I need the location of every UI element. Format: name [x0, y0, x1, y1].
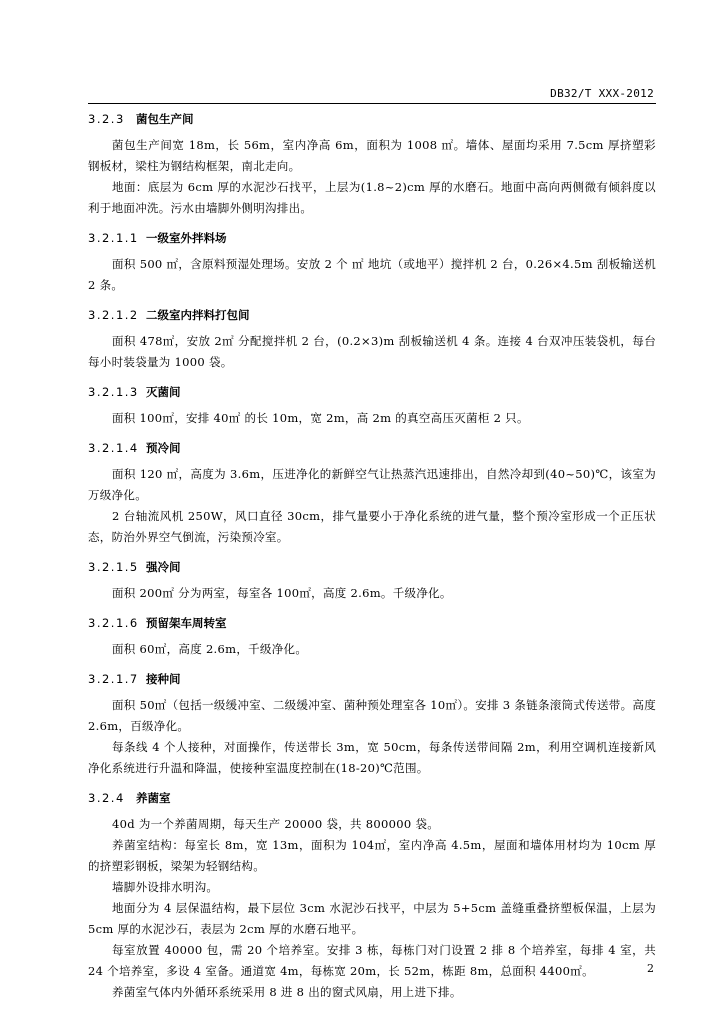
- section-heading: [88, 790, 656, 806]
- section-title: 强冷间: [146, 560, 181, 574]
- section-heading: [88, 384, 656, 400]
- paragraph: 面积 50㎡（包括一级缓冲室、二级缓冲室、菌种预处理室各 10㎡）。安排 3 条链条滚筒式传送带。高度 2.6m，百级净化。: [88, 698, 656, 733]
- section-number: 3.2.1.1: [88, 231, 139, 245]
- section-number: 3.2.1.3: [88, 385, 139, 399]
- paragraph: 面积 100㎡，安排 40㎡ 的长 10m，宽 2m，高 2m 的真空高压灭菌柜 2 只。: [112, 411, 529, 425]
- section-heading: [88, 440, 656, 456]
- section-title: 灭菌间: [146, 385, 181, 399]
- paragraph: 菌包生产间宽 18m，长 56m，室内净高 6m，面积为 1008 ㎡。墙体、屋面均采用 7.5cm 厚挤塑彩钢板材，梁柱为钢结构框架，南北走向。: [88, 138, 656, 173]
- section-title: 接种间: [146, 672, 181, 686]
- section-3-2-3: [88, 111, 656, 219]
- section-title: 养菌室: [136, 791, 171, 805]
- paragraph: 地面：底层为 6cm 厚的水泥沙石找平，上层为(1.8~2)cm 厚的水磨石。地面中高向两侧微有倾斜度以利于地面冲洗。污水由墙脚外侧明沟排出。: [88, 180, 656, 215]
- paragraph: 养菌室结构：每室长 8m，宽 13m，面积为 104㎡，室内净高 4.5m，屋面和墙体用材均为 10cm 厚的挤塑彩钢板，梁架为轻钢结构。: [88, 838, 656, 873]
- page-number: 2: [647, 962, 654, 975]
- section-heading: [88, 559, 656, 575]
- document-code: DB32/T XXX-2012: [550, 87, 654, 100]
- section-3-2-1-4: [88, 440, 656, 548]
- section-3-2-4: [88, 790, 656, 1003]
- section-number: 3.2.1.7: [88, 672, 139, 686]
- section-heading: [88, 671, 656, 687]
- section-title: 菌包生产间: [136, 112, 194, 126]
- section-3-2-1-5: [88, 559, 656, 604]
- paragraph: 面积 60㎡，高度 2.6m，千级净化。: [112, 642, 308, 656]
- header-rule: [88, 103, 656, 104]
- paragraph: 面积 500 ㎡，含原料预湿处理场。安放 2 个 ㎡ 地坑（或地平）搅拌机 2 台，0.26×4.5m 刮板输送机 2 条。: [88, 257, 656, 292]
- section-heading: [88, 615, 656, 631]
- section-3-2-1-7: [88, 671, 656, 779]
- section-heading: [88, 111, 656, 127]
- section-number: 3.2.1.6: [88, 616, 139, 630]
- section-number: 3.2.3: [88, 112, 125, 126]
- paragraph: 养菌室气体内外循环系统采用 8 进 8 出的窗式风扇，用上进下排。: [112, 985, 462, 999]
- section-3-2-1-3: [88, 384, 656, 429]
- paragraph: 面积 200㎡ 分为两室，每室各 100㎡，高度 2.6m。千级净化。: [112, 586, 452, 600]
- paragraph: 面积 120 ㎡，高度为 3.6m，压进净化的新鲜空气让热蒸汽迅速排出，自然冷却到(40~50)℃，该室为万级净化。: [88, 467, 656, 502]
- section-title: 二级室内拌料打包间: [146, 308, 250, 322]
- section-3-2-1-2: [88, 307, 656, 373]
- section-heading: [88, 307, 656, 323]
- section-number: 3.2.1.2: [88, 308, 139, 322]
- paragraph: 面积 478㎡，安放 2㎡ 分配搅拌机 2 台，(0.2×3)m 刮板输送机 4 条。连接 4 台双冲压装袋机，每台每小时装袋量为 1000 袋。: [88, 334, 656, 369]
- section-title: 预留架车周转室: [146, 616, 227, 630]
- section-number: 3.2.1.5: [88, 560, 139, 574]
- paragraph: 墙脚外设排水明沟。: [112, 880, 219, 894]
- section-number: 3.2.4: [88, 791, 125, 805]
- document-body: [88, 111, 656, 1014]
- section-heading: [88, 230, 656, 246]
- paragraph: 每条线 4 个人接种，对面操作，传送带长 3m，宽 50cm，每条传送带间隔 2m，利用空调机连接新风净化系统进行升温和降温，使接种室温度控制在(18-20)℃范围。: [88, 740, 656, 775]
- section-title: 一级室外拌料场: [146, 231, 227, 245]
- paragraph: 2 台轴流风机 250W，风口直径 30cm，排气量要小于净化系统的进气量，整个预冷室形成一个正压状态，防治外界空气倒流，污染预冷室。: [88, 509, 656, 544]
- paragraph: 40d 为一个养菌周期，每天生产 20000 袋，共 800000 袋。: [112, 817, 440, 831]
- section-title: 预冷间: [146, 441, 181, 455]
- paragraph: 每室放置 40000 包，需 20 个培养室。安排 3 栋，每栋门对门设置 2 排 8 个培养室，每排 4 室，共 24 个培养室，多设 4 室备。通道宽 4m，每栋宽 20m，长 52m，栋距 8m，总面积 4400㎡。: [88, 943, 656, 978]
- section-3-2-1-6: [88, 615, 656, 660]
- paragraph: 地面分为 4 层保温结构，最下层位 3cm 水泥沙石找平，中层为 5+5cm 盖缝重叠挤塑板保温，上层为 5cm 厚的水泥沙石，表层为 2cm 厚的水磨石地平。: [88, 901, 656, 936]
- section-3-2-1-1: [88, 230, 656, 296]
- section-number: 3.2.1.4: [88, 441, 139, 455]
